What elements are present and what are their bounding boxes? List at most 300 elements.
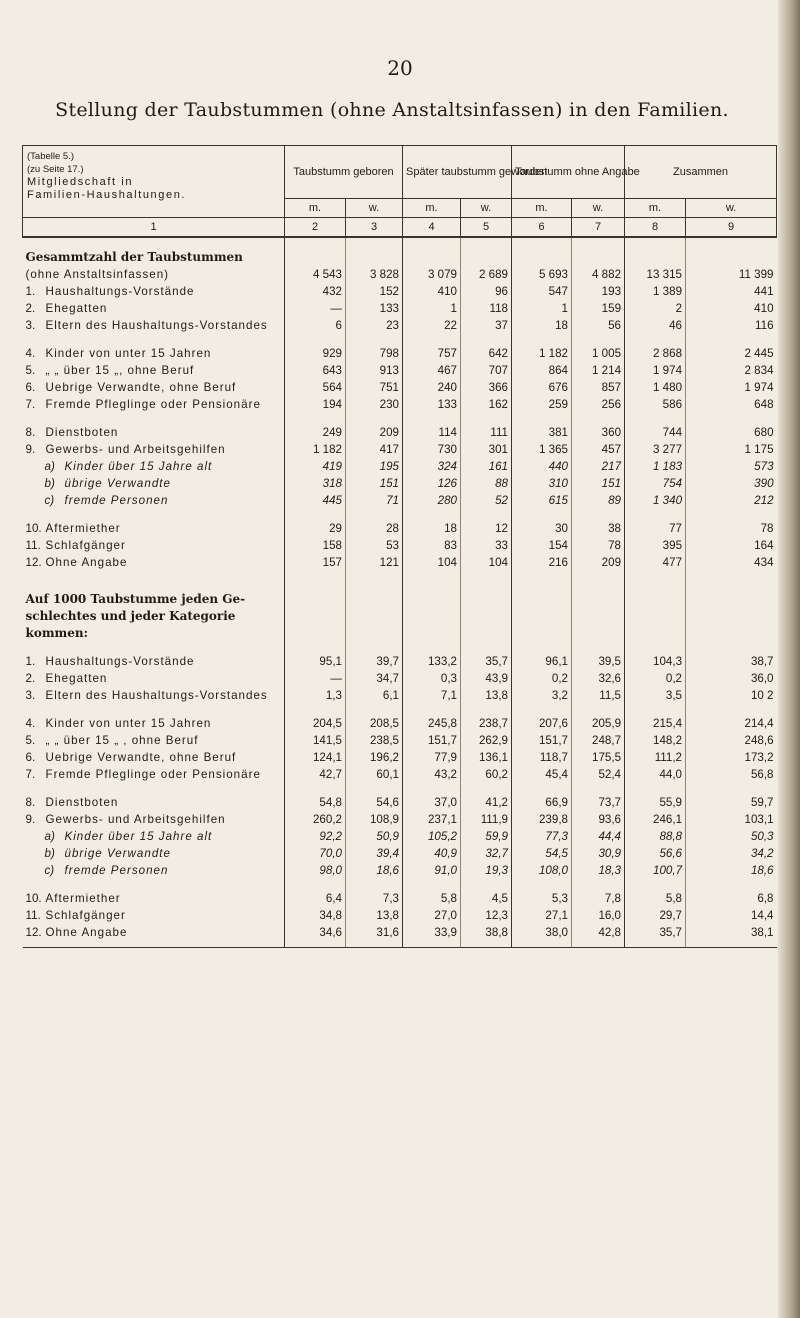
row-label-cell	[23, 862, 285, 879]
value-cell: 32,7	[461, 845, 512, 862]
spacer-cell	[625, 509, 686, 520]
row-label-cell	[23, 441, 285, 458]
value-cell: 207,6	[512, 715, 572, 732]
value-cell: 214,4	[744, 717, 774, 730]
value-cell: 360	[572, 424, 625, 441]
spacer-cell	[23, 509, 285, 520]
row-number: c)	[44, 864, 55, 877]
row-label: Aftermiether	[45, 522, 121, 535]
empty-cell	[512, 591, 572, 608]
spacer-cell	[461, 941, 512, 948]
table-row	[23, 441, 777, 458]
spacer-cell	[23, 879, 285, 890]
sub-w: w.	[572, 199, 625, 218]
table-row	[23, 687, 777, 704]
empty-cell	[686, 625, 777, 642]
spacer-cell	[461, 704, 512, 715]
value-cell: 36,0	[750, 672, 774, 685]
row-label: übrige Verwandte	[64, 847, 171, 860]
page-title: Stellung der Taubstummen (ohne Anstaltsinfassen) in den Familien.	[55, 99, 729, 121]
row-label: (ohne Anstaltsinfassen)	[25, 268, 170, 281]
value-cell: 52,4	[572, 766, 625, 783]
spacer-cell	[285, 642, 346, 653]
value-cell: 52	[461, 492, 512, 509]
value-cell: 13,8	[346, 907, 403, 924]
spacer-cell	[346, 704, 403, 715]
value-cell: 59,7	[750, 796, 774, 809]
value-cell: 245,8	[403, 715, 461, 732]
value-cell: 547	[512, 283, 572, 300]
value-cell: 34,6	[285, 924, 346, 941]
value-cell: 1 005	[572, 345, 625, 362]
value-cell: 158	[285, 537, 346, 554]
value-cell: 11 399	[738, 268, 774, 281]
value-cell: 71	[346, 492, 403, 509]
value-cell: 216	[512, 554, 572, 571]
value-cell: 32,6	[572, 670, 625, 687]
sub-w: w.	[686, 199, 777, 218]
row-number: 1.	[25, 655, 36, 668]
row-label-cell	[23, 379, 285, 396]
value-cell: 30	[512, 520, 572, 537]
value-cell: 5 693	[512, 266, 572, 283]
table-row	[23, 653, 777, 670]
header-households: Familien-Haushaltungen.	[27, 189, 187, 201]
table-row	[23, 890, 777, 907]
empty-cell	[285, 591, 346, 608]
value-cell: 205,9	[572, 715, 625, 732]
spacer-cell	[285, 413, 346, 424]
value-cell: 53	[346, 537, 403, 554]
value-cell: 46	[625, 317, 686, 334]
value-cell: 18,6	[750, 864, 774, 877]
row-label-cell	[23, 715, 285, 732]
value-cell: 208,5	[346, 715, 403, 732]
row-label: Eltern des Haushaltungs-Vorstandes	[45, 689, 268, 702]
empty-cell	[625, 249, 686, 266]
value-cell: 70,0	[285, 845, 346, 862]
value-cell: 95,1	[285, 653, 346, 670]
value-cell: 18,3	[572, 862, 625, 879]
value-cell: 111	[461, 424, 512, 441]
col-number: 8	[625, 218, 686, 238]
value-cell: 54,8	[285, 794, 346, 811]
value-cell: 42,8	[572, 924, 625, 941]
value-cell: 3,2	[512, 687, 572, 704]
value-cell: 43,9	[461, 670, 512, 687]
spacer-row	[23, 704, 777, 715]
row-label-cell	[23, 300, 285, 317]
row-label-cell	[23, 424, 285, 441]
value-cell: 256	[572, 396, 625, 413]
value-cell: 477	[625, 554, 686, 571]
value-cell: 29,7	[625, 907, 686, 924]
table-row	[23, 492, 777, 509]
value-cell: 50,3	[750, 830, 774, 843]
value-cell: 6,4	[285, 890, 346, 907]
value-cell: 249	[285, 424, 346, 441]
sub-m: m.	[403, 199, 461, 218]
value-cell: 30,9	[572, 845, 625, 862]
spacer-cell	[512, 509, 572, 520]
value-cell: 864	[512, 362, 572, 379]
spacer-cell	[403, 334, 461, 345]
value-cell: 381	[512, 424, 572, 441]
header-table-ref: (Tabelle 5.)	[27, 151, 74, 162]
value-cell: 42,7	[285, 766, 346, 783]
row-label: Kinder über 15 Jahre alt	[64, 460, 213, 473]
value-cell: 104	[403, 554, 461, 571]
section-heading: Auf 1000 Taubstumme jeden Ge-	[23, 591, 285, 608]
value-cell: 11,5	[572, 687, 625, 704]
value-cell: 440	[512, 458, 572, 475]
empty-cell	[403, 249, 461, 266]
empty-cell	[461, 249, 512, 266]
value-cell: 111,2	[625, 749, 686, 766]
value-cell: 6,8	[757, 892, 774, 905]
row-label: Ohne Angabe	[45, 926, 128, 939]
value-cell: 175,5	[572, 749, 625, 766]
value-cell: 204,5	[285, 715, 346, 732]
spacer-cell	[346, 642, 403, 653]
table-row	[23, 670, 777, 687]
col-number: 4	[403, 218, 461, 238]
value-cell: 798	[346, 345, 403, 362]
spacer-cell	[512, 642, 572, 653]
value-cell: 1 175	[744, 443, 774, 456]
value-cell: 96,1	[512, 653, 572, 670]
row-label: Dienstboten	[45, 426, 119, 439]
value-cell: 2 834	[744, 364, 774, 377]
statistics-table	[22, 145, 777, 948]
spacer-cell	[285, 571, 346, 591]
value-cell: 3 828	[346, 266, 403, 283]
value-cell: 196,2	[346, 749, 403, 766]
sub-w: w.	[346, 199, 403, 218]
value-cell: 133	[403, 396, 461, 413]
spacer-cell	[23, 237, 285, 249]
row-label: „ „ über 15 „ , ohne Beruf	[45, 734, 199, 747]
value-cell: 12,3	[461, 907, 512, 924]
value-cell: 35,7	[625, 924, 686, 941]
table-row	[23, 266, 777, 283]
row-label-cell	[23, 794, 285, 811]
value-cell: 445	[285, 492, 346, 509]
value-cell: 164	[754, 539, 774, 552]
spacer-cell	[461, 642, 512, 653]
table-row	[23, 924, 777, 941]
value-cell: 38,1	[750, 926, 774, 939]
value-cell: 34,2	[750, 847, 774, 860]
value-cell: 7,1	[403, 687, 461, 704]
row-number: b)	[44, 477, 55, 490]
table-row	[23, 907, 777, 924]
value-cell: 1 182	[285, 441, 346, 458]
table-row	[23, 537, 777, 554]
value-cell: 104	[461, 554, 512, 571]
spacer-cell	[625, 642, 686, 653]
row-number: 1.	[25, 285, 36, 298]
spacer-cell	[625, 571, 686, 591]
row-label: übrige Verwandte	[64, 477, 171, 490]
value-cell: 10 2	[750, 689, 774, 702]
spacer-row	[23, 571, 777, 591]
spacer-cell	[625, 941, 686, 948]
value-cell: 2 868	[625, 345, 686, 362]
spacer-cell	[512, 879, 572, 890]
value-cell: 4 882	[572, 266, 625, 283]
value-cell: 419	[285, 458, 346, 475]
spacer-cell	[346, 509, 403, 520]
value-cell: 643	[285, 362, 346, 379]
row-label-cell	[23, 283, 285, 300]
value-cell: 28	[346, 520, 403, 537]
value-cell: 45,4	[512, 766, 572, 783]
value-cell: 6	[285, 317, 346, 334]
row-number: 8.	[25, 796, 36, 809]
value-cell: 4,5	[461, 890, 512, 907]
spacer-cell	[285, 704, 346, 715]
sub-m: m.	[285, 199, 346, 218]
empty-cell	[461, 608, 512, 625]
value-cell: 757	[403, 345, 461, 362]
value-cell: 35,7	[461, 653, 512, 670]
header-label-cell	[23, 146, 285, 218]
row-label: „ „ über 15 „, ohne Beruf	[45, 364, 195, 377]
row-number: 2.	[25, 302, 36, 315]
spacer-cell	[23, 783, 285, 794]
value-cell: 441	[754, 285, 774, 298]
table-row	[23, 317, 777, 334]
value-cell: 121	[346, 554, 403, 571]
value-cell: 162	[461, 396, 512, 413]
value-cell: 14,4	[750, 909, 774, 922]
table-row	[23, 362, 777, 379]
row-label-cell	[23, 554, 285, 571]
spacer-cell	[23, 334, 285, 345]
value-cell: 0,2	[512, 670, 572, 687]
spacer-cell	[686, 413, 777, 424]
value-cell: 457	[572, 441, 625, 458]
row-label: Eltern des Haushaltungs-Vorstandes	[45, 319, 268, 332]
row-number: 8.	[25, 426, 36, 439]
spacer-cell	[346, 413, 403, 424]
spacer-cell	[572, 509, 625, 520]
value-cell: 194	[285, 396, 346, 413]
value-cell: 1 974	[744, 381, 774, 394]
spacer-cell	[403, 879, 461, 890]
value-cell: 13,8	[461, 687, 512, 704]
value-cell: 432	[285, 283, 346, 300]
row-number: 4.	[25, 347, 36, 360]
value-cell: 56,6	[625, 845, 686, 862]
table-row	[23, 458, 777, 475]
value-cell: 39,5	[572, 653, 625, 670]
row-number: 5.	[25, 364, 36, 377]
spacer-cell	[512, 334, 572, 345]
sub-w: w.	[461, 199, 512, 218]
value-cell: 37	[461, 317, 512, 334]
group-later-deaf: Später taubstumm geworden	[403, 146, 512, 199]
value-cell: 118	[461, 300, 512, 317]
row-label-cell	[23, 766, 285, 783]
spacer-cell	[285, 509, 346, 520]
value-cell: 390	[754, 477, 774, 490]
page-number: 20	[387, 56, 413, 80]
row-label-cell	[23, 362, 285, 379]
table-row	[23, 396, 777, 413]
spacer-row	[23, 413, 777, 424]
value-cell: 913	[346, 362, 403, 379]
row-number: 11.	[25, 539, 41, 552]
spacer-cell	[686, 571, 777, 591]
empty-cell	[403, 591, 461, 608]
value-cell: 1 365	[512, 441, 572, 458]
value-cell: 91,0	[403, 862, 461, 879]
spacer-cell	[686, 783, 777, 794]
spacer-cell	[403, 783, 461, 794]
value-cell: 680	[754, 426, 774, 439]
value-cell: 136,1	[461, 749, 512, 766]
empty-cell	[346, 249, 403, 266]
value-cell: 77	[625, 520, 686, 537]
value-cell: 34,8	[285, 907, 346, 924]
row-number: 6.	[25, 751, 36, 764]
row-label: Haushaltungs-Vorstände	[45, 285, 195, 298]
section-heading: Gesammtzahl der Taubstummen	[23, 249, 285, 266]
value-cell: 2	[625, 300, 686, 317]
value-cell: 238,5	[346, 732, 403, 749]
spacer-row	[23, 237, 777, 249]
row-label-cell	[23, 670, 285, 687]
empty-cell	[346, 608, 403, 625]
value-cell: 151	[572, 475, 625, 492]
row-label: Uebrige Verwandte, ohne Beruf	[45, 381, 237, 394]
empty-cell	[346, 625, 403, 642]
value-cell: 60,2	[461, 766, 512, 783]
spacer-cell	[512, 941, 572, 948]
spacer-cell	[461, 509, 512, 520]
value-cell: 0,3	[403, 670, 461, 687]
value-cell: 1 182	[512, 345, 572, 362]
spacer-cell	[403, 704, 461, 715]
value-cell: 3,5	[625, 687, 686, 704]
spacer-cell	[461, 879, 512, 890]
value-cell: 60,1	[346, 766, 403, 783]
value-cell: 1 974	[625, 362, 686, 379]
spacer-cell	[461, 334, 512, 345]
row-label-cell	[23, 732, 285, 749]
value-cell: 248,7	[572, 732, 625, 749]
empty-cell	[461, 591, 512, 608]
spacer-cell	[403, 642, 461, 653]
value-cell: 27,1	[512, 907, 572, 924]
value-cell: 573	[754, 460, 774, 473]
value-cell: 154	[512, 537, 572, 554]
value-cell: 133	[346, 300, 403, 317]
value-cell: 230	[346, 396, 403, 413]
section-heading: kommen:	[23, 625, 285, 642]
value-cell: 417	[346, 441, 403, 458]
value-cell: 310	[512, 475, 572, 492]
value-cell: 410	[403, 283, 461, 300]
spacer-cell	[686, 334, 777, 345]
value-cell: 55,9	[625, 794, 686, 811]
row-number: c)	[44, 494, 55, 507]
row-number: 7.	[25, 398, 36, 411]
spacer-cell	[285, 334, 346, 345]
section-heading-row	[23, 625, 777, 642]
row-label: Kinder über 15 Jahre alt	[64, 830, 213, 843]
value-cell: 157	[285, 554, 346, 571]
value-cell: 1 480	[625, 379, 686, 396]
row-number: 12.	[25, 556, 42, 569]
row-label: Kinder von unter 15 Jahren	[45, 347, 212, 360]
table-row	[23, 766, 777, 783]
spacer-cell	[346, 783, 403, 794]
row-number: 9.	[25, 813, 36, 826]
value-cell: 237,1	[403, 811, 461, 828]
value-cell: 83	[403, 537, 461, 554]
spacer-cell	[346, 237, 403, 249]
page-edge-shadow	[778, 0, 800, 1318]
value-cell: 77,3	[512, 828, 572, 845]
value-cell: 248,6	[744, 734, 774, 747]
section-heading-row	[23, 591, 777, 608]
value-cell: 88,8	[625, 828, 686, 845]
row-label: Fremde Pfleglinge oder Pensionäre	[45, 398, 261, 411]
spacer-cell	[23, 413, 285, 424]
value-cell: 56	[572, 317, 625, 334]
value-cell: 159	[572, 300, 625, 317]
value-cell: 2 689	[461, 266, 512, 283]
value-cell: 93,6	[572, 811, 625, 828]
value-cell: 13 315	[625, 266, 686, 283]
row-number: 5.	[25, 734, 36, 747]
value-cell: 215,4	[625, 715, 686, 732]
empty-cell	[686, 591, 777, 608]
value-cell: 751	[346, 379, 403, 396]
row-label: fremde Personen	[64, 864, 169, 877]
row-label-cell	[23, 317, 285, 334]
row-label: Schlafgänger	[45, 539, 126, 552]
spacer-cell	[686, 879, 777, 890]
row-number: 10.	[25, 522, 42, 535]
value-cell: 366	[461, 379, 512, 396]
empty-cell	[572, 625, 625, 642]
value-cell: 50,9	[346, 828, 403, 845]
empty-cell	[625, 591, 686, 608]
value-cell: 88	[461, 475, 512, 492]
value-cell: 118,7	[512, 749, 572, 766]
value-cell: 1	[403, 300, 461, 317]
value-cell: —	[285, 300, 346, 317]
empty-cell	[403, 608, 461, 625]
value-cell: 730	[403, 441, 461, 458]
spacer-row	[23, 783, 777, 794]
value-cell: 3 277	[625, 441, 686, 458]
table-row	[23, 424, 777, 441]
row-label: Ehegatten	[45, 302, 108, 315]
row-number: 4.	[25, 717, 36, 730]
value-cell: 707	[461, 362, 512, 379]
value-cell: 434	[754, 556, 774, 569]
row-label-cell	[23, 475, 285, 492]
value-cell: 7,3	[346, 890, 403, 907]
value-cell: 39,7	[346, 653, 403, 670]
value-cell: 857	[572, 379, 625, 396]
empty-cell	[512, 608, 572, 625]
